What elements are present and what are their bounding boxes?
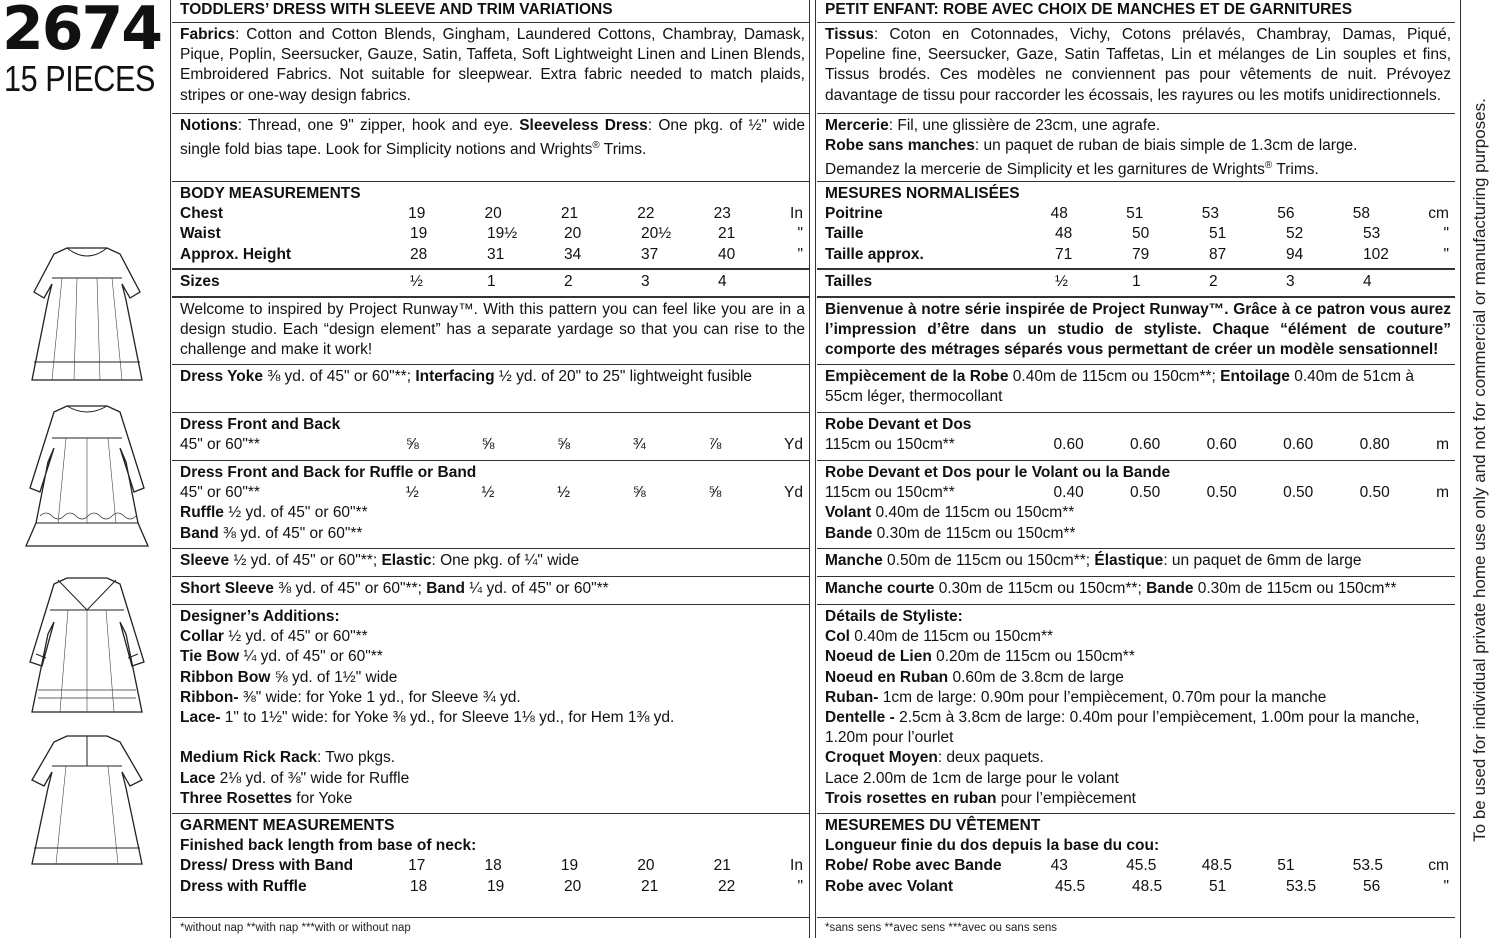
en-ruffle-label: Ruffle xyxy=(180,504,224,522)
en-short-band-text: ¼ yd. of 45" or 60"** xyxy=(464,580,609,597)
en-ruffle-band xyxy=(172,460,809,548)
en-garment-heading: GARMENT MEASUREMENTS xyxy=(180,817,395,834)
fr-notions-label: Mercerie xyxy=(825,117,889,134)
en-row-unit: In xyxy=(790,205,803,223)
fr-trims: Trims. xyxy=(1272,161,1319,179)
item-label: Croquet Moyen xyxy=(825,749,938,767)
en-row-value: 20 xyxy=(484,205,502,223)
fr-size-value: ½ xyxy=(1055,273,1068,290)
en-row-value: 22 xyxy=(718,877,736,895)
fr-body-measurements xyxy=(817,181,1455,268)
en-row-label: Chest xyxy=(180,205,224,223)
en-trims: Trims. xyxy=(599,141,647,159)
en-row-value: ¾ xyxy=(632,436,646,454)
en-row-value: 34 xyxy=(564,245,582,263)
en-row-value: 37 xyxy=(641,245,659,263)
fr-row-value: 48 xyxy=(1050,205,1068,223)
fr-row-label: Robe/ Robe avec Bande xyxy=(825,857,1002,875)
fr-row-unit: " xyxy=(1443,225,1449,243)
list-item xyxy=(825,627,1451,647)
en-row-value: ⅝ xyxy=(405,436,419,454)
en-ruffle-text: ½ yd. of 45" or 60"** xyxy=(223,504,368,522)
list-item xyxy=(825,789,1451,809)
en-row-unit: Yd xyxy=(784,484,803,502)
list-item xyxy=(180,789,805,809)
en-row-unit: In xyxy=(790,857,803,875)
fr-garment-sub: Longueur finie du dos depuis la base du cou: xyxy=(825,837,1160,855)
divider-center-2 xyxy=(815,0,816,938)
en-row-value: 23 xyxy=(713,205,731,223)
fr-body-row xyxy=(825,245,1451,265)
fr-row-value: 0.50 xyxy=(1206,484,1237,502)
fr-elastic-text: : un paquet de 6mm de large xyxy=(1163,552,1362,569)
fr-row-label: 115cm ou 150cm** xyxy=(825,484,955,502)
fr-row-value: 50 xyxy=(1132,225,1150,243)
en-short-band-label: Band xyxy=(426,580,465,597)
en-row-value: 22 xyxy=(637,205,655,223)
fr-size-value: 1 xyxy=(1132,273,1141,290)
fr-row-value: 53 xyxy=(1363,225,1381,243)
en-row-value: 40 xyxy=(718,245,736,263)
list-item xyxy=(825,769,1451,789)
fr-row-value: 0.60 xyxy=(1130,436,1161,454)
fr-row-label: Robe avec Volant xyxy=(825,877,954,895)
list-item xyxy=(180,688,805,708)
item-text: : deux paquets. xyxy=(937,749,1044,767)
divider-center xyxy=(809,0,810,938)
en-band-text: ⅜ yd. of 45" or 60"** xyxy=(218,524,363,542)
fr-row-unit: " xyxy=(1443,245,1449,263)
fr-row-unit: m xyxy=(1436,436,1450,454)
fr-size-value: 2 xyxy=(1209,273,1218,290)
fr-row-label: 115cm ou 150cm** xyxy=(825,436,955,454)
en-fabrics xyxy=(172,22,809,113)
fr-title: PETIT ENFANT: ROBE AVEC CHOIX DE MANCHES ET DE GARNITURES xyxy=(825,1,1353,18)
fr-row-value: 48.5 xyxy=(1132,877,1163,895)
en-row-value: 21 xyxy=(641,877,659,895)
divider-left xyxy=(170,0,171,938)
fr-row-value: 0.50 xyxy=(1359,484,1390,502)
item-text: 1" to 1½" wide: for Yoke ⅜ yd., for Sleeve 1⅛ yd., for Hem 1⅜ yd. xyxy=(220,709,675,727)
list-item xyxy=(825,668,1451,688)
en-size-value: 3 xyxy=(641,273,650,290)
fr-row-value: 51 xyxy=(1126,205,1144,223)
en-row-unit: " xyxy=(797,225,803,243)
fr-front-back-row xyxy=(825,435,1451,455)
fr-garment-row xyxy=(825,877,1451,897)
fr-row-unit: cm xyxy=(1428,205,1449,223)
usage-notice: To be used for individual private home use only and not for commercial or manufacturing purposes. xyxy=(1470,98,1489,842)
fr-notions-text: : Fil, une glissière de 23cm, une agrafe. xyxy=(888,117,1161,134)
en-body-row xyxy=(180,224,805,244)
fr-elastic-label: Élastique xyxy=(1094,552,1164,569)
en-fabrics-label: Fabrics xyxy=(180,26,236,43)
en-body-heading: BODY MEASUREMENTS xyxy=(180,185,361,202)
fr-short-band-label: Bande xyxy=(1146,580,1194,597)
en-short-sleeve-label: Short Sleeve xyxy=(180,580,274,597)
fr-sizes xyxy=(817,268,1455,296)
fr-row-value: 53.5 xyxy=(1286,877,1317,895)
item-label: Col xyxy=(825,628,850,646)
en-notions-label: Notions xyxy=(180,117,238,134)
fr-sleeve xyxy=(817,548,1455,576)
fr-sleeveless-text: : un paquet de ruban de biais simple de 1.3cm de large. xyxy=(974,137,1358,155)
en-title: TODDLERS’ DRESS WITH SLEEVE AND TRIM VARIATIONS xyxy=(180,1,613,18)
en-row-unit: Yd xyxy=(784,436,803,454)
en-row-label: 45" or 60"** xyxy=(180,484,260,502)
fr-short-sleeve xyxy=(817,576,1455,604)
fr-row-value: 94 xyxy=(1286,245,1304,263)
fr-interfacing-label: Entoilage xyxy=(1220,368,1290,385)
en-yoke xyxy=(172,364,809,412)
item-text: 0.60m de 3.8cm de large xyxy=(948,668,1124,686)
fr-footer: *sans sens **avec sens ***avec ou sans sens xyxy=(817,917,1455,938)
en-row-value: ½ xyxy=(557,484,571,502)
item-label: Ruban- xyxy=(825,688,879,706)
en-front-back xyxy=(172,412,809,460)
fr-body-heading: MESURES NORMALISÉES xyxy=(825,185,1020,202)
item-text: 2.5cm à 3.8cm de large: 0.40m pour l’empiècement, 1.00m pour la manche, 1.20m pour l’ourlet xyxy=(825,709,1420,747)
item-label: Three Rosettes xyxy=(180,789,292,807)
en-garment-measurements xyxy=(172,813,809,905)
en-sizes xyxy=(172,268,809,296)
fr-size-value: 3 xyxy=(1286,273,1295,290)
fr-sizes-row xyxy=(825,272,1451,292)
en-row-label: Waist xyxy=(180,225,221,243)
piece-count: 15 PIECES xyxy=(4,58,155,99)
en-interfacing-text: ½ yd. of 20" to 25" lightweight fusible xyxy=(494,368,753,385)
en-interfacing-label: Interfacing xyxy=(415,368,495,385)
en-row-value: 19 xyxy=(408,205,426,223)
en-size-value: 1 xyxy=(487,273,496,290)
fr-fabrics-text: : Coton en Cotonnades, Vichy, Cotons prélavés, Chambray, Damas, Piqué, Popeline fine, Seersucker, Gaze, Satin Taffetas, Lin et mélanges de Lin souples et fins, Tissus brodés. Ces modèles ne conviennent pas pour vêtements de nuit. Prévoyez davantage de tissu pour raccorder les écossais, les rayures ou les motifs unidirectionnels. xyxy=(825,26,1451,104)
en-row-value: 19 xyxy=(410,225,428,243)
item-text: ⅜" wide: for Yoke 1 yd., for Sleeve ¾ yd. xyxy=(238,688,521,706)
en-row-value: 20½ xyxy=(641,225,672,243)
list-item xyxy=(825,688,1451,708)
item-text: : Two pkgs. xyxy=(316,749,396,767)
en-registered-mark: ® xyxy=(592,140,600,152)
en-row-value: 19 xyxy=(560,857,579,875)
fr-row-unit: " xyxy=(1443,877,1449,895)
en-body-row xyxy=(180,245,805,265)
fr-short-sleeve-text: 0.30m de 115cm ou 150cm**; xyxy=(934,580,1147,597)
en-row-unit: " xyxy=(797,245,803,263)
fr-designer-additions xyxy=(817,604,1455,813)
fr-row-value: 53 xyxy=(1201,205,1219,223)
item-text: 2⅛ yd. of ⅜" wide for Ruffle xyxy=(215,769,410,787)
fr-ruffle-text: 0.40m de 115cm ou 150cm** xyxy=(871,504,1075,522)
en-row-label: 45" or 60"** xyxy=(180,436,260,454)
en-row-value: 20 xyxy=(637,857,655,875)
fr-row-value: 0.60 xyxy=(1206,436,1237,454)
list-item xyxy=(825,708,1451,748)
en-size-value: 2 xyxy=(564,273,573,290)
item-label: Ribbon- xyxy=(180,688,239,706)
fr-ruffle-band xyxy=(817,460,1455,548)
fr-body-row xyxy=(825,204,1451,224)
english-column xyxy=(172,0,809,905)
list-item xyxy=(180,748,805,768)
fr-sleeve-text: 0.50m de 115cm ou 150cm**; xyxy=(882,552,1095,569)
en-row-label: Approx. Height xyxy=(180,245,292,263)
fr-short-band-text: 0.30m de 115cm ou 150cm** xyxy=(1193,580,1397,597)
item-text: ¼ yd. of 45" or 60"** xyxy=(239,648,383,666)
fr-front-back-label: Robe Devant et Dos xyxy=(825,416,972,433)
fr-band-label: Bande xyxy=(825,524,873,542)
en-fabrics-text: : Cotton and Cotton Blends, Gingham, Laundered Cottons, Chambray, Damask, Pique, Poplin, Seersucker, Gauze, Satin, Taffeta, Soft Lightweight Linen and Linen Blends, Embroidered Fabrics. Not suitable for sleepwear. Extra fabric needed to match plaids, stripes or one-way design fabrics. xyxy=(180,26,805,104)
fr-row-label: Poitrine xyxy=(825,205,883,223)
en-band-line xyxy=(180,524,805,544)
item-text: 0.40m de 115cm ou 150cm** xyxy=(849,628,1054,646)
fr-row-value: 51 xyxy=(1277,857,1295,875)
en-body-row xyxy=(180,204,805,224)
en-sizes-label: Sizes xyxy=(180,273,220,290)
en-elastic-text: : One pkg. of ¼" wide xyxy=(431,552,580,569)
en-row-value: ⅞ xyxy=(708,436,722,454)
fr-yoke-label: Empiècement de la Robe xyxy=(825,368,1009,385)
fr-row-value: 51 xyxy=(1209,877,1227,895)
fr-row-value: 0.60 xyxy=(1053,436,1084,454)
en-sleeve-label: Sleeve xyxy=(180,552,230,569)
en-row-value: ⅝ xyxy=(557,436,571,454)
fr-size-value: 4 xyxy=(1363,273,1372,290)
en-yoke-label: Dress Yoke xyxy=(180,368,264,385)
en-yoke-text: ⅜ yd. of 45" or 60"**; xyxy=(263,368,416,385)
list-item xyxy=(180,627,805,647)
en-row-value: 28 xyxy=(410,245,428,263)
fr-row-value: 56 xyxy=(1277,205,1295,223)
en-sleeve-text: ½ yd. of 45" or 60"**; xyxy=(229,552,382,569)
en-garment-row xyxy=(180,877,805,897)
fr-row-value: 45.5 xyxy=(1126,857,1157,875)
item-label: Dentelle - xyxy=(825,709,895,727)
item-text: 0.20m de 115cm ou 150cm** xyxy=(931,648,1135,666)
en-welcome: Welcome to inspired by Project Runway™. With this pattern you can feel like you are in a design studio. Each “design element” has a separate yardage so that you can rise to the challenge and make it work! xyxy=(172,296,809,364)
fr-garment-row xyxy=(825,856,1451,876)
fr-row-value: 48.5 xyxy=(1201,857,1232,875)
fr-look-text: Demandez la mercerie de Simplicity et les garnitures de Wrights xyxy=(825,161,1265,179)
en-row-value: ⅝ xyxy=(708,484,722,502)
en-designer-additions xyxy=(172,604,809,813)
spacer xyxy=(180,728,805,748)
fr-registered-mark: ® xyxy=(1264,160,1273,172)
fr-notions-line xyxy=(825,116,1451,136)
item-text: for Yoke xyxy=(291,789,353,807)
divider-right xyxy=(1460,0,1461,938)
en-sleeveless-label: Sleeveless Dress xyxy=(519,117,648,134)
en-ruffle-band-row xyxy=(180,483,805,503)
fr-row-label: Taille xyxy=(825,225,864,243)
fr-sizes-label: Tailles xyxy=(825,273,873,290)
item-label: Noeud en Ruban xyxy=(825,668,949,686)
fr-row-value: 53.5 xyxy=(1352,857,1383,875)
fr-row-value: 0.80 xyxy=(1359,436,1390,454)
fr-row-unit: m xyxy=(1436,484,1450,502)
en-designer-heading: Designer’s Additions: xyxy=(180,608,340,625)
fr-row-value: 0.60 xyxy=(1283,436,1314,454)
en-row-value: 21 xyxy=(718,225,736,243)
fr-row-value: 58 xyxy=(1352,205,1371,223)
list-item xyxy=(180,668,805,688)
fr-row-value: 0.50 xyxy=(1130,484,1161,502)
item-label: Collar xyxy=(180,628,224,646)
dress-sketch-1 xyxy=(22,240,152,385)
en-front-back-row xyxy=(180,435,805,455)
en-row-value: 31 xyxy=(487,245,505,263)
fr-row-value: 87 xyxy=(1209,245,1227,263)
en-front-back-label: Dress Front and Back xyxy=(180,416,341,433)
en-notions-text: : Thread, one 9" zipper, hook and eye. xyxy=(237,117,520,134)
en-band-label: Band xyxy=(180,524,219,542)
fr-row-unit: cm xyxy=(1428,857,1449,875)
item-label: Lace- xyxy=(180,709,221,727)
en-row-value: 20 xyxy=(564,877,582,895)
fr-row-value: 51 xyxy=(1209,225,1227,243)
item-label: Ribbon Bow xyxy=(180,668,271,686)
fr-sleeveless-line xyxy=(825,136,1451,156)
fr-fabrics-label: Tissus xyxy=(825,26,874,43)
fr-row-value: 43 xyxy=(1050,857,1068,875)
fr-short-sleeve-label: Manche courte xyxy=(825,580,935,597)
item-label: Tie Bow xyxy=(180,648,240,666)
item-label: Noeud de Lien xyxy=(825,648,932,666)
fr-garment-heading: MESUREMES DU VÊTEMENT xyxy=(825,817,1041,834)
dress-sketch-2 xyxy=(22,398,152,553)
list-item xyxy=(825,748,1451,768)
en-row-value: 18 xyxy=(410,877,428,895)
fr-sleeveless-label: Robe sans manches xyxy=(825,137,975,155)
fr-row-value: 52 xyxy=(1286,225,1304,243)
item-label: Trois rosettes en ruban xyxy=(825,789,997,807)
en-short-sleeve-text: ⅜ yd. of 45" or 60"**; xyxy=(273,580,427,597)
french-column xyxy=(817,0,1455,905)
fr-sleeve-label: Manche xyxy=(825,552,883,569)
fr-row-value: 0.50 xyxy=(1283,484,1314,502)
item-text: pour l’empiècement xyxy=(996,789,1136,807)
fr-notions xyxy=(817,113,1455,181)
en-row-label: Dress/ Dress with Band xyxy=(180,857,354,875)
en-row-value: 17 xyxy=(408,857,426,875)
en-garment-row xyxy=(180,856,805,876)
fr-row-value: 102 xyxy=(1363,245,1389,263)
fr-row-value: 79 xyxy=(1132,245,1150,263)
fr-ruffle-band-label: Robe Devant et Dos pour le Volant ou la Bande xyxy=(825,464,1171,481)
item-label: Medium Rick Rack xyxy=(180,749,317,767)
fr-row-label: Taille approx. xyxy=(825,245,924,263)
fr-interfacing-text: 0.40m de 51cm à 55cm léger, thermocollant xyxy=(825,368,1414,406)
en-elastic-label: Elastic xyxy=(381,552,432,569)
item-text: 2.00m de 1cm de large pour le volant xyxy=(858,769,1119,787)
item-text: 1cm de large: 0.90m pour l’empiècement, 0.70m pour la manche xyxy=(878,688,1327,706)
en-row-value: 21 xyxy=(560,205,579,223)
fr-fabrics xyxy=(817,22,1455,113)
item-label: Lace xyxy=(180,769,216,787)
en-notions xyxy=(172,113,809,181)
en-size-value: 4 xyxy=(718,273,727,290)
fr-yoke-text: 0.40m de 115cm ou 150cm**; xyxy=(1008,368,1221,385)
list-item xyxy=(180,769,805,789)
fr-body-row xyxy=(825,224,1451,244)
list-item xyxy=(180,708,805,728)
en-row-value: 18 xyxy=(484,857,502,875)
en-footer: *without nap **with nap ***with or without nap xyxy=(172,917,809,938)
en-ruffle-band-label: Dress Front and Back for Ruffle or Band xyxy=(180,464,477,481)
fr-row-value: 0.40 xyxy=(1053,484,1084,502)
fr-row-value: 71 xyxy=(1055,245,1073,263)
fr-designer-heading: Détails de Styliste: xyxy=(825,608,963,625)
en-sleeve xyxy=(172,548,809,576)
fr-row-value: 45.5 xyxy=(1055,877,1086,895)
en-row-value: ⅝ xyxy=(481,436,495,454)
en-row-value: 19 xyxy=(487,877,505,895)
list-item xyxy=(180,647,805,667)
fr-yoke xyxy=(817,364,1455,412)
fr-row-value: 56 xyxy=(1363,877,1381,895)
dress-sketch-4 xyxy=(22,730,152,870)
fr-band-line xyxy=(825,524,1451,544)
fr-ruffle-band-row xyxy=(825,483,1451,503)
pattern-number: 2674 xyxy=(2,0,161,64)
fr-ruffle-label: Volant xyxy=(825,504,872,522)
en-row-value: ½ xyxy=(481,484,495,502)
en-row-value: ½ xyxy=(405,484,419,502)
item-label: Lace xyxy=(825,769,859,787)
fr-row-value: 48 xyxy=(1055,225,1073,243)
fr-band-text: 0.30m de 115cm ou 150cm** xyxy=(872,524,1076,542)
fr-front-back xyxy=(817,412,1455,460)
en-row-value: 21 xyxy=(713,857,731,875)
en-sleeveless-text: : One pkg. of ½" wide single fold bias tape. Look for Simplicity notions and Wrights xyxy=(180,117,805,159)
en-body-measurements xyxy=(172,181,809,268)
en-ruffle-line xyxy=(180,503,805,523)
item-text: ⅝ yd. of 1½" wide xyxy=(270,668,398,686)
en-sizes-row xyxy=(180,272,805,292)
fr-garment-measurements xyxy=(817,813,1455,905)
fr-ruffle-line xyxy=(825,503,1451,523)
en-size-value: ½ xyxy=(410,273,423,290)
item-text: ½ yd. of 45" or 60"** xyxy=(223,628,368,646)
list-item xyxy=(825,647,1451,667)
en-row-label: Dress with Ruffle xyxy=(180,877,307,895)
en-short-sleeve xyxy=(172,576,809,604)
en-row-unit: " xyxy=(797,877,803,895)
en-garment-sub: Finished back length from base of neck: xyxy=(180,837,477,855)
fr-look-line xyxy=(825,156,1451,180)
en-row-value: 20 xyxy=(564,225,582,243)
en-row-value: 19½ xyxy=(487,225,518,243)
dress-sketch-3 xyxy=(22,570,152,720)
fr-welcome: Bienvenue à notre série inspirée de Project Runway™. Grâce à ce patron vous aurez l’impression d’être dans un studio de styliste. Chaque “élément de couture” comporte des métrages séparés vous permettant de créer un modèle sensationnel! xyxy=(817,296,1455,364)
en-row-value: ⅝ xyxy=(632,484,646,502)
